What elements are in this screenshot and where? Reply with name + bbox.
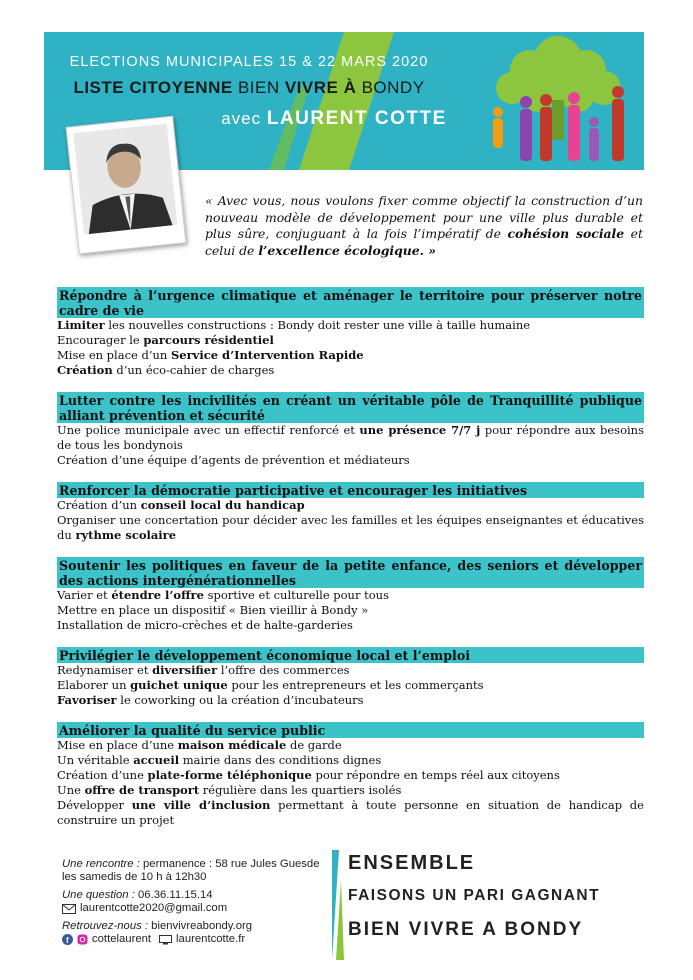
candidate-portrait	[66, 116, 187, 255]
social-handle[interactable]: cottelaurent	[92, 933, 152, 945]
program-item: Elaborer un guichet unique pour les entrepreneurs et les commerçants	[57, 678, 484, 692]
banner-list-name: LISTE CITOYENNE BIEN VIVRE À BONDY	[73, 78, 425, 97]
social-info	[62, 933, 332, 946]
contact-info	[62, 858, 332, 946]
program-item: Mise en place d’une maison médicale de garde	[57, 738, 342, 752]
program-item: Varier et étendre l’offre sportive et culturelle pour tous	[57, 588, 389, 602]
email-link[interactable]: laurentcotte2020@gmail.com	[80, 902, 228, 914]
program-item: Mettre en place un dispositif « Bien vieillir à Bondy »	[57, 603, 369, 617]
website2-link[interactable]: laurentcotte.fr	[176, 933, 246, 945]
program-item: Développer une ville d’inclusion permettant à toute personne en situation de handicap de construire un projet	[57, 798, 644, 827]
section-title: Lutter contre les incivilités en créant un véritable pôle de Tranquillité publique alliant prévention et sécurité	[59, 393, 642, 423]
section-title: Privilégier le développement économique local et l’emploi	[57, 647, 644, 663]
program-item: Favoriser le coworking ou la création d’incubateurs	[57, 693, 364, 707]
footer-divider	[330, 850, 344, 960]
section-title: Soutenir les politiques en faveur de la petite enfance, des seniors et développer des actions intergénérationnelles	[59, 558, 642, 588]
program-section	[57, 647, 644, 708]
section-title: Améliorer la qualité du service public	[57, 722, 644, 738]
svg-text:f: f	[66, 936, 69, 945]
program-item: Redynamiser et diversifier l’offre des commerces	[57, 663, 350, 677]
email-info	[62, 902, 332, 915]
program-item: Une offre de transport régulière dans les quartiers isolés	[57, 783, 402, 797]
program-item: Limiter les nouvelles constructions : Bondy doit rester une ville à taille humaine	[57, 318, 531, 332]
program-item: Création d’un conseil local du handicap	[57, 498, 305, 512]
program-item: Un véritable accueil mairie dans des conditions dignes	[57, 753, 382, 767]
website-info: Retrouvez-nous : bienvivreabondy.org	[62, 920, 253, 932]
program-section	[57, 722, 644, 828]
program-section	[57, 287, 644, 378]
phone-info: Une question : 06.36.11.15.14	[62, 889, 213, 901]
section-title: Répondre à l’urgence climatique et aménager le territoire pour préserver notre cadre de vie	[59, 288, 642, 318]
meeting-info: Une rencontre : permanence : 58 rue Jules Guesde	[62, 858, 320, 870]
website-link[interactable]: bienvivreabondy.org	[148, 920, 253, 932]
program-item: Mise en place d’un Service d’Intervention Rapide	[57, 348, 364, 362]
candidate-quote: « Avec vous, nous voulons fixer comme objectif la construction d’un nouveau modèle de développement pour une ville plus durable et plus sûre, conjuguant à la fois l’impératif de cohésion sociale et celui de l’excellence écologique. »	[205, 193, 643, 258]
banner-candidate: avec LAURENT COTTE	[221, 108, 447, 129]
program-item: Création d’une plate-forme téléphonique pour répondre en temps réel aux citoyens	[57, 768, 560, 782]
program-item: Une police municipale avec un effectif renforcé et une présence 7/7 j pour répondre aux besoins de tous les bondynois	[57, 423, 644, 452]
program-item: Encourager le parcours résidentiel	[57, 333, 274, 347]
slogan-line-3: BIEN VIVRE A BONDY	[348, 919, 584, 940]
mail-icon	[62, 904, 76, 914]
program-item: Création d’une équipe d’agents de prévention et médiateurs	[57, 453, 410, 467]
program-section	[57, 557, 644, 633]
program-item: Installation de micro-crèches et de halte-garderies	[57, 618, 353, 632]
meeting-hours: les samedis de 10 h à 12h30	[62, 871, 207, 883]
slogan-line-1: ENSEMBLE	[348, 852, 476, 874]
program-sections	[57, 287, 644, 842]
facebook-icon[interactable]	[62, 934, 73, 945]
campaign-slogan	[348, 852, 600, 941]
program-item: Organiser une concertation pour décider avec les familles et les équipes enseignantes et éducatives du rythme scolaire	[57, 513, 644, 542]
computer-icon	[159, 935, 172, 945]
section-title: Renforcer la démocratie participative et encourager les initiatives	[57, 482, 644, 498]
banner-election-dates: ELECTIONS MUNICIPALES 15 & 22 MARS 2020	[69, 54, 429, 70]
program-section	[57, 392, 644, 468]
instagram-icon[interactable]	[77, 934, 88, 945]
program-item: Création d’un éco-cahier de charges	[57, 363, 275, 377]
slogan-line-2: FAISONS UN PARI GAGNANT	[348, 887, 601, 904]
program-section	[57, 482, 644, 543]
family-tree-illustration	[478, 30, 638, 178]
